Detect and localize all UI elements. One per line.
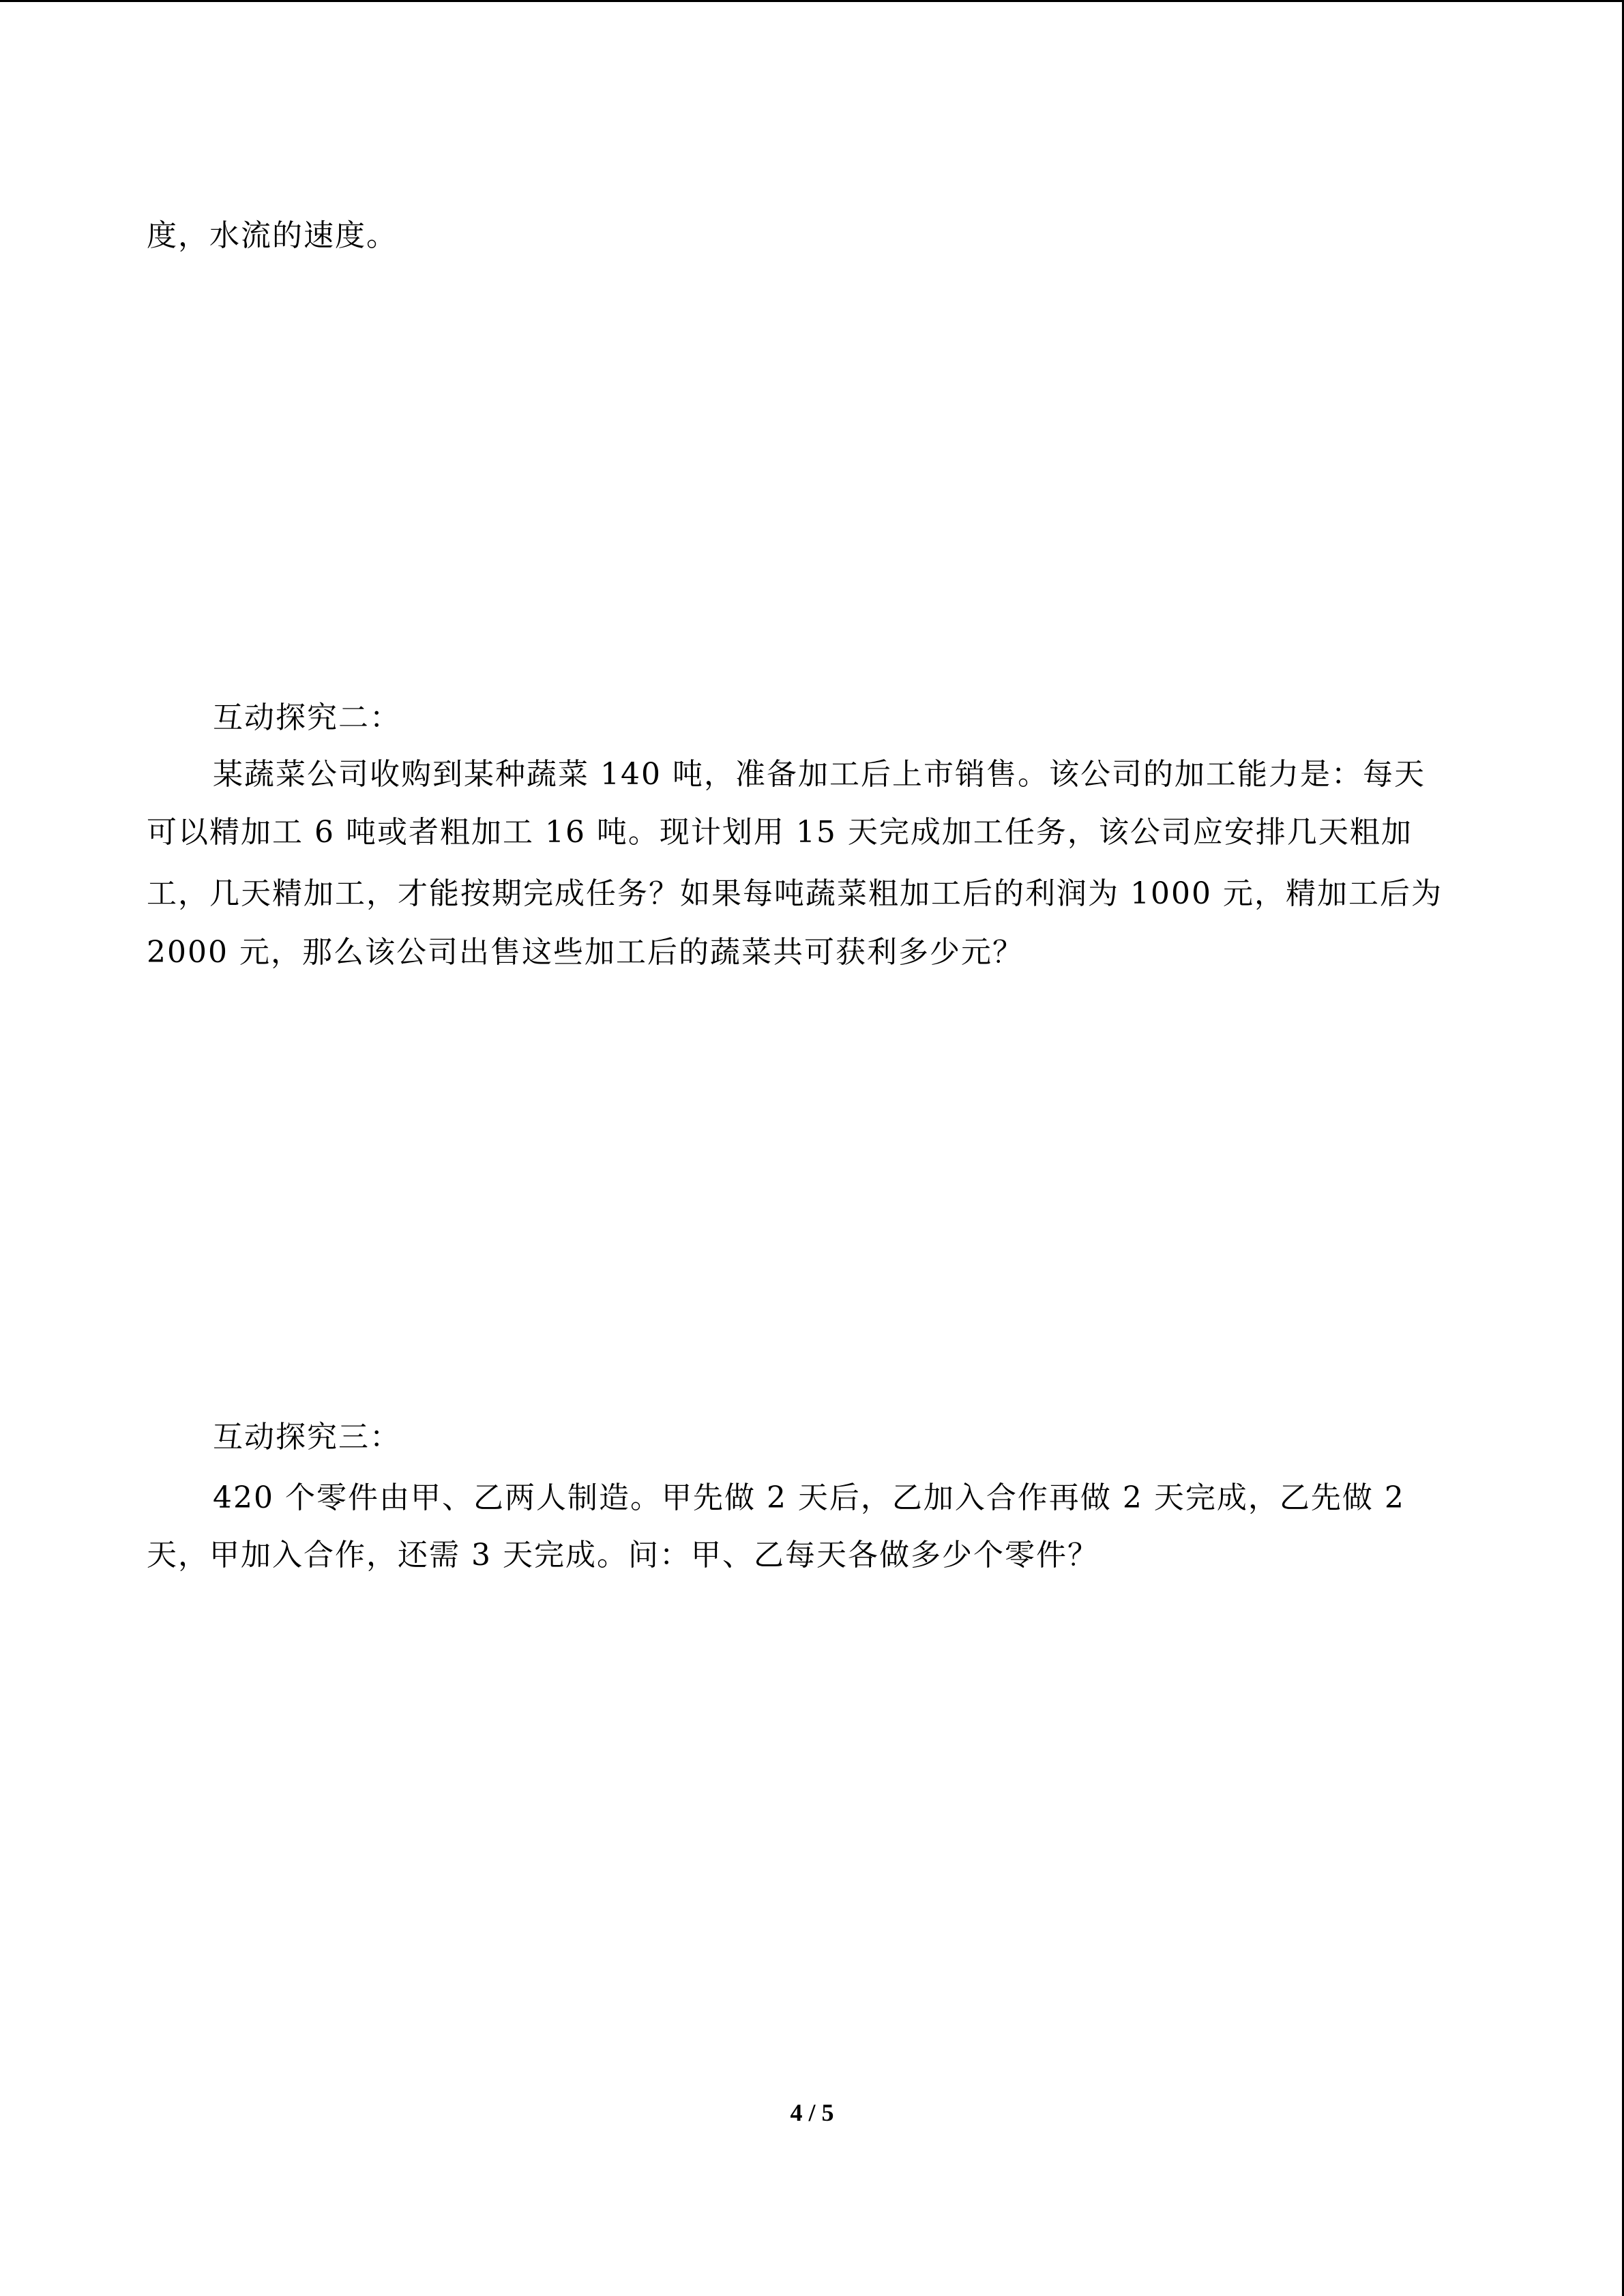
section3-line-1: 420 个零件由甲、乙两人制造。甲先做 2 天后，乙加入合作再做 2 天完成，乙先做 2 [213, 1480, 1405, 1515]
page-top-border [0, 0, 1624, 2]
section2-line-4: 2000 元，那么该公司出售这些加工后的蔬菜共可获利多少元？ [147, 935, 1024, 970]
section2-line-3: 工，几天精加工，才能按期完成任务？如果每吨蔬菜粗加工后的利润为 1000 元，精加工后为 [147, 876, 1443, 911]
continuation-text: 度，水流的速度。 [147, 218, 398, 253]
section2-heading: 互动探究二： [213, 700, 401, 735]
section2-line-2: 可以精加工 6 吨或者粗加工 16 吨。现计划用 15 天完成加工任务，该公司应安排几天粗加 [147, 815, 1413, 850]
section3-heading: 互动探究三： [213, 1420, 401, 1455]
section2-line-1: 某蔬菜公司收购到某种蔬菜 140 吨，准备加工后上市销售。该公司的加工能力是：每天 [213, 757, 1426, 792]
page-number: 4 / 5 [790, 2099, 834, 2126]
section3-line-2: 天，甲加入合作，还需 3 天完成。问：甲、乙每天各做多少个零件？ [147, 1538, 1099, 1572]
